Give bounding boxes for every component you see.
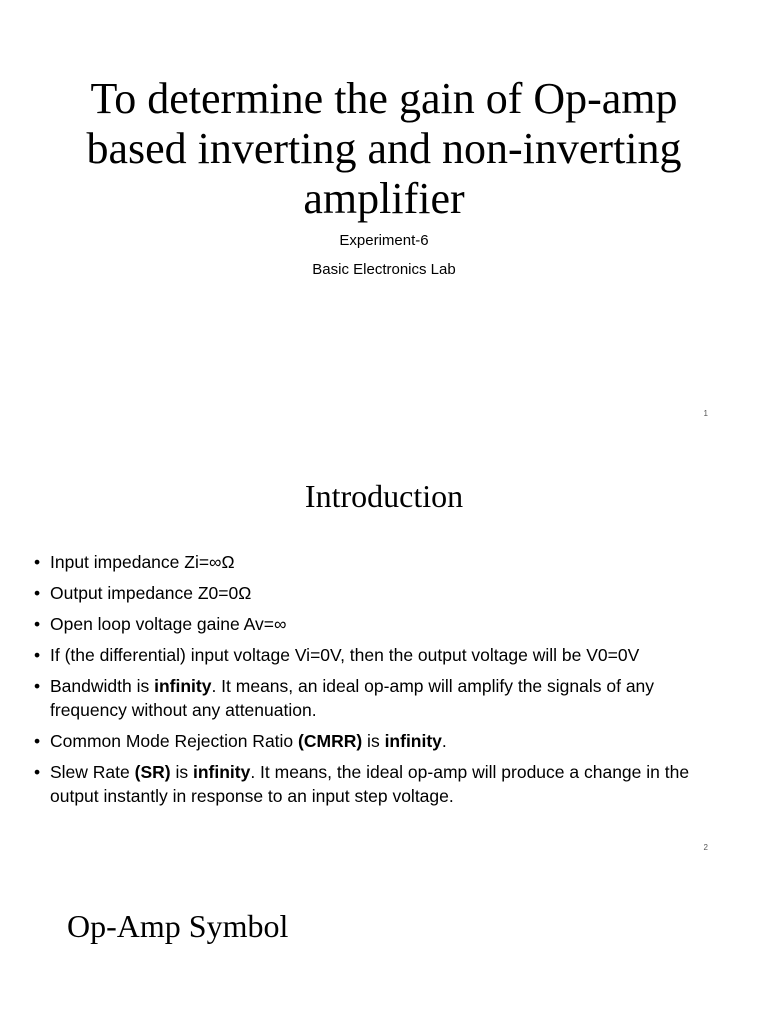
bullet-text: Open loop voltage gaine Av=∞ bbox=[50, 614, 287, 634]
bold-text: (CMRR) bbox=[298, 731, 363, 751]
bold-text: infinity bbox=[384, 731, 442, 751]
bullet-icon: • bbox=[34, 583, 41, 603]
bullet-text: . It means, the ideal op-amp will produce a change in the output instantly in response to an input step voltage. bbox=[50, 762, 690, 806]
bullet-icon: • bbox=[34, 552, 41, 572]
bold-text: infinity bbox=[192, 762, 251, 782]
experiment-label: Experiment-6 bbox=[339, 232, 429, 249]
bullet-icon: • bbox=[34, 614, 41, 634]
list-item bbox=[34, 612, 714, 636]
bullet-text: . bbox=[441, 731, 447, 751]
list-item bbox=[34, 729, 714, 753]
list-item bbox=[34, 674, 714, 722]
slide-1 bbox=[0, 0, 768, 430]
bold-text: infinity bbox=[154, 676, 212, 696]
bullet-list bbox=[34, 550, 714, 815]
bullet-text: Common Mode Rejection Ratio bbox=[50, 731, 299, 751]
bullet-icon: • bbox=[34, 762, 41, 782]
slide-2 bbox=[0, 430, 768, 860]
page-number: 2 bbox=[703, 843, 708, 852]
list-item bbox=[34, 643, 714, 667]
bullet-text: Bandwidth is bbox=[50, 676, 155, 696]
slide-1-title: To determine the gain of Op-amp based inverting and non-inverting amplifier bbox=[86, 74, 682, 223]
list-item bbox=[34, 581, 714, 605]
list-item bbox=[34, 760, 714, 808]
list-item bbox=[34, 550, 714, 574]
bullet-text: If (the differential) input voltage Vi=0V, then the output voltage will be V0=0V bbox=[50, 645, 640, 665]
bullet-text: Output impedance Z0=0Ω bbox=[50, 583, 252, 603]
slide-3-title: Op-Amp Symbol bbox=[67, 908, 289, 944]
bullet-icon: • bbox=[34, 676, 41, 696]
lab-label: Basic Electronics Lab bbox=[312, 261, 456, 278]
bullet-icon: • bbox=[34, 731, 41, 751]
page-number: 1 bbox=[703, 409, 708, 418]
bullet-text: . It means, an ideal op-amp will amplify the signals of any frequency without any attenuation. bbox=[50, 676, 655, 720]
bold-text: (SR) bbox=[134, 762, 171, 782]
bullet-text: is bbox=[170, 762, 193, 782]
bullet-text: Slew Rate bbox=[50, 762, 135, 782]
slide-2-title: Introduction bbox=[304, 478, 464, 514]
slide-3 bbox=[0, 860, 768, 1024]
bullet-text: is bbox=[362, 731, 385, 751]
bullet-text: Input impedance Zi=∞Ω bbox=[50, 552, 235, 572]
bullet-icon: • bbox=[34, 645, 41, 665]
